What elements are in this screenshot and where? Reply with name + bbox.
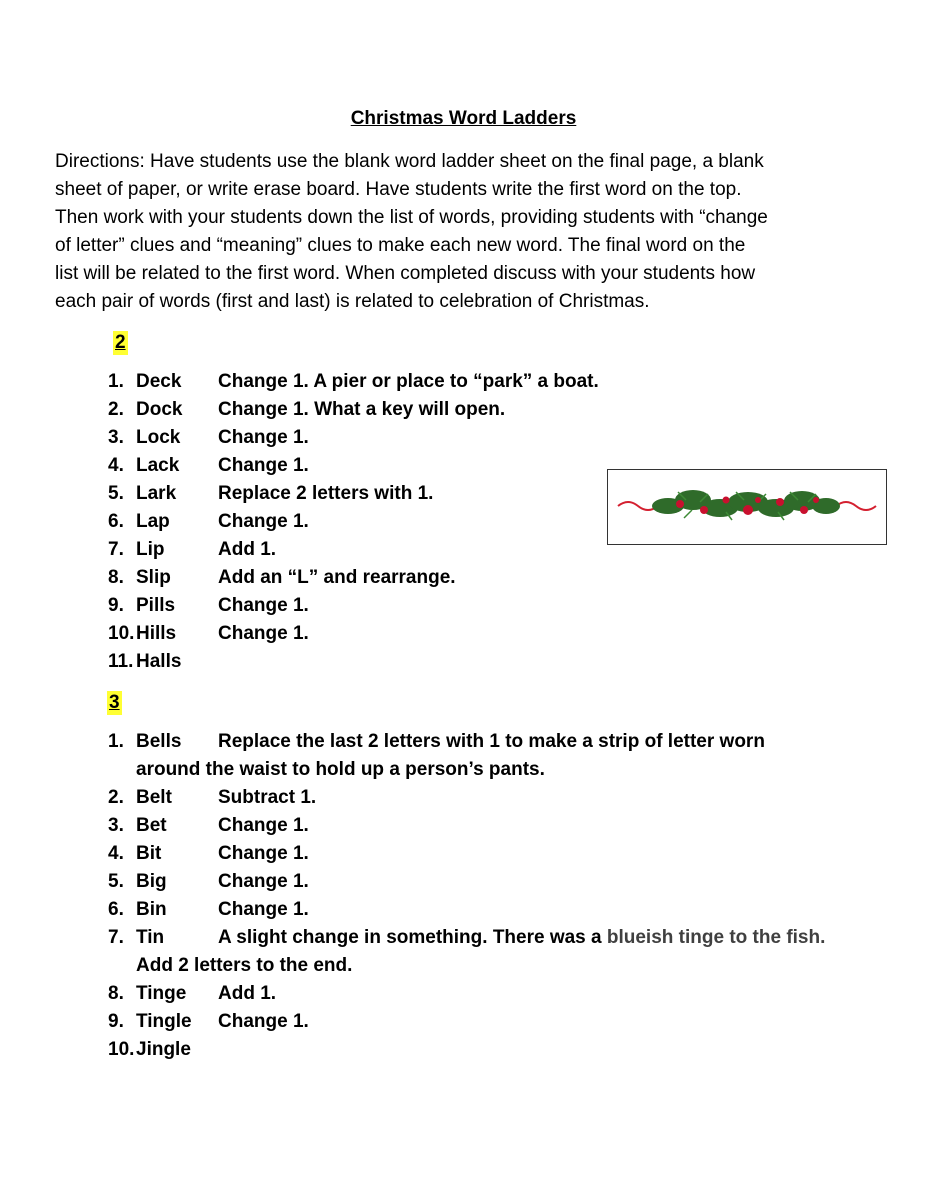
item-word: Tinge <box>136 983 187 1004</box>
garland-icon <box>608 470 886 544</box>
item-word: Big <box>136 871 167 892</box>
item-clue: Change 1. A pier or place to “park” a boat. <box>218 371 599 392</box>
item-clue <box>218 924 825 952</box>
item-number: 8. <box>108 983 124 1004</box>
item-word: Halls <box>136 651 182 672</box>
directions-line: sheet of paper, or write erase board. Have students write the first word on the top. <box>55 179 742 200</box>
item-clue: Replace the last 2 letters with 1 to make a strip of letter worn <box>218 731 765 752</box>
item-number: 5. <box>108 483 124 504</box>
item-clue: Change 1. What a key will open. <box>218 399 506 420</box>
item-clue: Add 1. <box>218 539 277 560</box>
item-word: Deck <box>136 371 182 392</box>
item-clue: Change 1. <box>218 899 309 920</box>
item-clue: Change 1. <box>218 455 309 476</box>
item-word: Belt <box>136 787 172 808</box>
item-word: Lock <box>136 427 181 448</box>
item-number: 2. <box>108 787 124 808</box>
item-word: Jingle <box>136 1039 191 1060</box>
item-number: 2. <box>108 399 124 420</box>
item-word: Bells <box>136 731 182 752</box>
item-clue-continuation: around the waist to hold up a person’s pants. <box>136 759 545 780</box>
item-word: Lack <box>136 455 180 476</box>
item-word: Lap <box>136 511 170 532</box>
item-word: Hills <box>136 623 177 644</box>
item-number: 7. <box>108 539 124 560</box>
item-number: 11. <box>108 651 134 672</box>
item-number: 7. <box>108 927 124 948</box>
item-clue-text: A slight change in something. There was a <box>218 927 607 948</box>
item-number: 4. <box>108 455 124 476</box>
item-clue: Change 1. <box>218 1011 309 1032</box>
item-word: Bet <box>136 815 167 836</box>
item-number: 3. <box>108 815 124 836</box>
item-clue: Change 1. <box>218 595 309 616</box>
item-number: 1. <box>108 371 124 392</box>
item-word: Bin <box>136 899 167 920</box>
item-number: 9. <box>108 595 124 616</box>
item-word: Lark <box>136 483 177 504</box>
item-clue-continuation: Add 2 letters to the end. <box>136 955 353 976</box>
item-clue-gray-text: blueish tinge to the fish. <box>606 927 826 948</box>
item-clue: Change 1. <box>218 871 309 892</box>
item-number: 9. <box>108 1011 124 1032</box>
ladder-2-label: 2 <box>115 332 126 353</box>
item-clue: Add 1. <box>218 983 277 1004</box>
directions-line: list will be related to the first word. When completed discuss with your students how <box>55 263 756 284</box>
page-title: Christmas Word Ladders <box>350 108 577 129</box>
item-clue: Change 1. <box>218 427 309 448</box>
item-word: Lip <box>136 539 165 560</box>
garland-image <box>607 469 887 545</box>
item-number: 6. <box>108 511 124 532</box>
item-number: 10. <box>108 623 135 644</box>
item-word: Slip <box>136 567 171 588</box>
directions-line: Directions: Have students use the blank word ladder sheet on the final page, a blank <box>55 151 764 172</box>
item-word: Dock <box>136 399 183 420</box>
item-number: 6. <box>108 899 124 920</box>
item-number: 8. <box>108 567 124 588</box>
directions-line: of letter” clues and “meaning” clues to make each new word. The final word on the <box>55 235 746 256</box>
item-clue: Change 1. <box>218 815 309 836</box>
item-word: Tin <box>136 927 165 948</box>
item-number: 1. <box>108 731 124 752</box>
item-word: Tingle <box>136 1011 192 1032</box>
item-clue: Change 1. <box>218 511 309 532</box>
item-number: 4. <box>108 843 124 864</box>
item-clue: Change 1. <box>218 623 309 644</box>
item-clue: Change 1. <box>218 843 309 864</box>
item-number: 10. <box>108 1039 135 1060</box>
directions-line: Then work with your students down the list of words, providing students with “change <box>55 207 768 228</box>
item-number: 3. <box>108 427 124 448</box>
directions-paragraph <box>55 148 835 316</box>
item-clue: Subtract 1. <box>218 787 317 808</box>
ladder-3-label: 3 <box>109 692 120 713</box>
item-word: Bit <box>136 843 162 864</box>
item-clue: Add an “L” and rearrange. <box>218 567 456 588</box>
item-word: Pills <box>136 595 176 616</box>
item-number: 5. <box>108 871 124 892</box>
item-clue: Replace 2 letters with 1. <box>218 483 434 504</box>
directions-line: each pair of words (first and last) is related to celebration of Christmas. <box>55 291 650 312</box>
